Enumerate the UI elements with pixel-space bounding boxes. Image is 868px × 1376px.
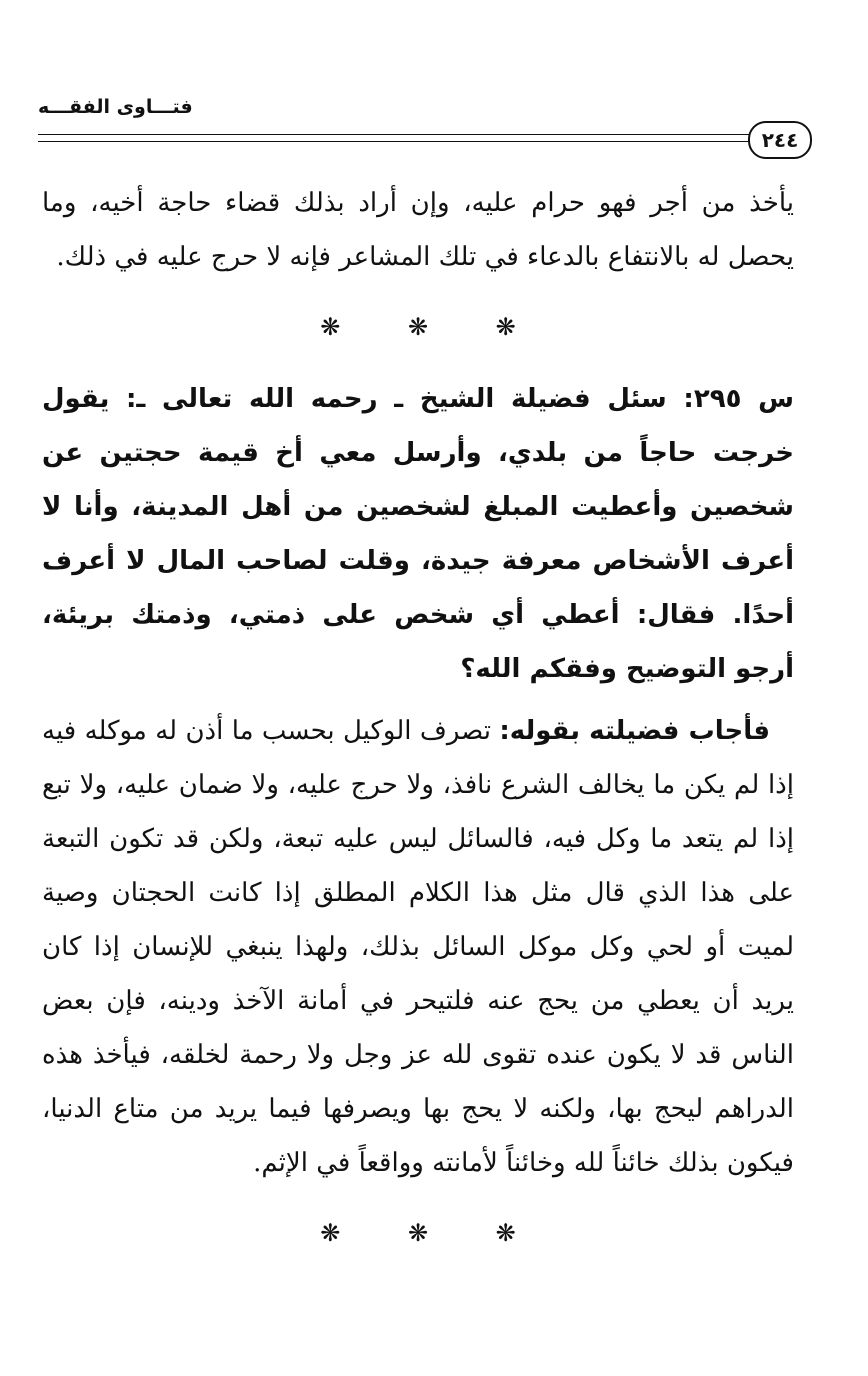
header-rule-bottom (38, 141, 750, 142)
question-paragraph: س ٢٩٥: سئل فضيلة الشيخ ـ رحمه الله تعالى ـ: يقول خرجت حاجاً من بلدي، وأرسل معي أخ قيمة حجتين عن شخصين وأعطيت المبلغ لشخصين من أهل المدينة، وأنا لا أعرف الأشخاص معرفة جيدة، وقلت لصاحب المال لا أعرف أحدًا. فقال: أعطي أي شخص على ذمتي، وذمتك بريئة، أرجو التوضيح وفقكم الله؟ (42, 384, 795, 684)
section-separator-end: ❋ ❋ ❋ (320, 1219, 546, 1247)
header-title: فتـــاوى الفقـــه (38, 96, 193, 118)
section-separator: ❋ ❋ ❋ (320, 313, 546, 341)
answer-body: تصرف الوكيل بحسب ما أذن له موكله فيه إذا لم يكن ما يخالف الشرع نافذ، ولا حرج عليه، ولا ضمان عليه، ولا تبع إذا لم يتعد ما وكل فيه، فالسائل ليس عليه تبعة، ولكن قد تكون التبعة على هذا الذي قال مثل هذا الكلام المطلق إذا كانت الحجتان وصية لميت أو لحي وكل موكل السائل بذلك، ولهذا ينبغي للإنسان إذا كان يريد أن يعطي من يحج عنه فلتيحر في أمانة الآخذ ودينه، فإن بعض الناس قد لا يكون عنده تقوى لله عز وجل ولا رحمة لخلقه، فيأخذ هذه الدراهم ليحج بها، ولكنه لا يحج بها ويصرفها فيما يريد من متاع الدنيا، فيكون بذلك خائناً لله وخائناً لأمانته وواقعاً في الإثم. (42, 716, 794, 1178)
answer-lead: فأجاب فضيلته بقوله: (499, 716, 770, 746)
answer-paragraph (42, 704, 794, 1190)
page-number: ٢٤٤ (748, 121, 812, 159)
page-content (42, 176, 794, 1278)
paragraph-continuation: يأخذ من أجر فهو حرام عليه، وإن أراد بذلك قضاء حاجة أخيه، وما يحصل له بالانتفاع بالدعاء في تلك المشاعر فإنه لا حرج عليه في ذلك. (42, 188, 794, 272)
header-rule-top (38, 134, 750, 135)
